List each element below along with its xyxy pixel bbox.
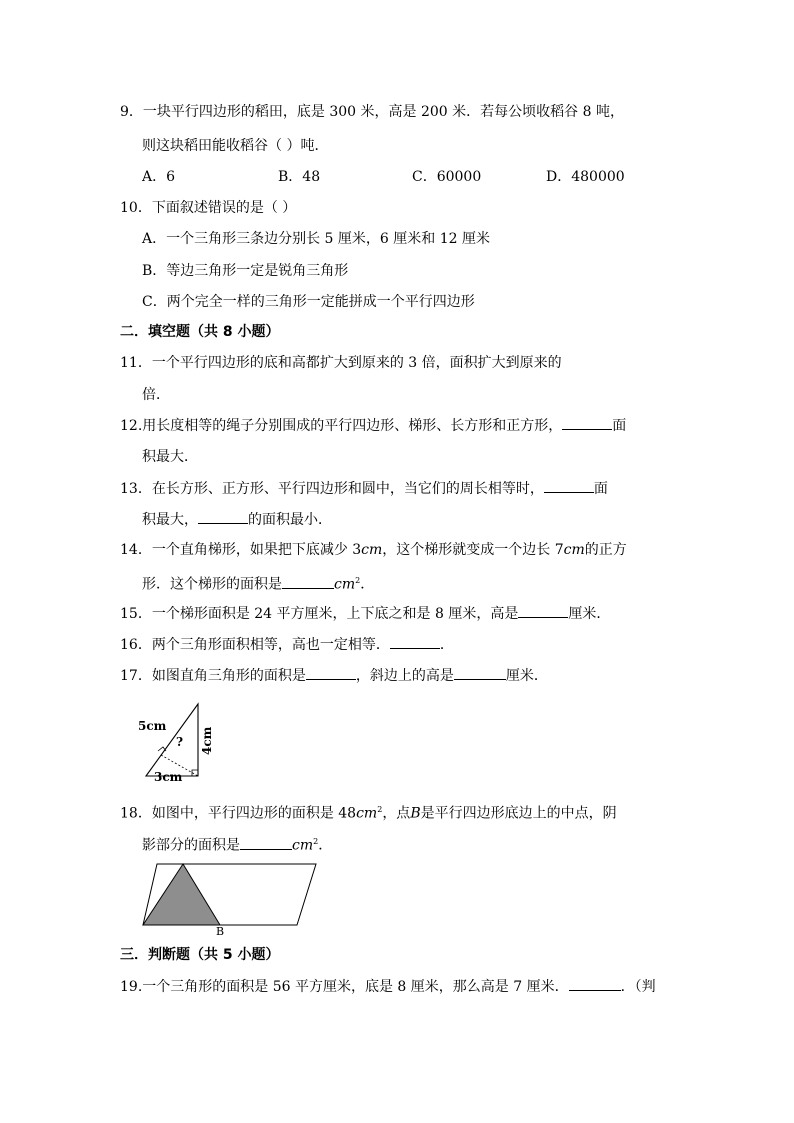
q14-unit-3: cm [334,576,356,593]
q16-blank[interactable] [390,634,440,649]
q17-label-base: 3cm [154,770,183,782]
q10-stem: 10．下面叙述错误的是（ ） [120,200,297,216]
q19-text-b: ．（判 [620,979,656,995]
q18-square-1: 2 [377,805,383,814]
q9-line2: 则这块稻田能收稻谷（ ）吨． [142,138,329,154]
q17-text-c: 厘米． [505,668,548,684]
q13-line1 [120,478,608,499]
q13-line2 [142,509,332,530]
q18-line2 [142,832,332,856]
q18-unit-2: cm [292,837,314,854]
q15-text-a: 15．一个梯形面积是 24 平方厘米，上下底之和是 8 厘米，高是 [120,606,519,622]
q9-option-a: A．6 [142,169,176,185]
section-judgement-heading: 三．判断题（共 5 小题） [120,947,280,963]
q9-line1: 9．一块平行四边形的稻田，底是 300 米，高是 200 米．若每公顷收稻谷 8 吨， [120,104,624,120]
q9-option-d: D．480000 [546,169,625,185]
q13-text-a: 13．在长方形、正方形、平行四边形和圆中，当它们的周长相等时， [120,481,544,497]
q17-text-a: 17．如图直角三角形的面积是 [120,668,306,684]
q14-line2 [142,571,374,595]
q17-text-b: ，斜边上的高是 [355,668,454,684]
q17-blank-1[interactable] [306,665,356,680]
q19-line [120,976,656,997]
q16-text-b: ． [439,637,454,653]
q18-blank[interactable] [240,835,292,850]
q19-blank[interactable] [569,976,621,991]
q18-text-d: 影部分的面积是 [142,837,240,854]
q18-text-e: ． [318,837,333,854]
q18-label-b: B [216,925,225,936]
q17-triangle [146,704,198,776]
q18-point-label: B [410,805,421,822]
q16-line [120,634,454,655]
q13-blank-1[interactable] [544,478,594,493]
q18-line1 [120,800,617,824]
q11-line2: 倍． [142,387,170,403]
q18-text-c: 是平行四边形底边上的中点，阴 [420,805,617,822]
q12-text-b: 面 [612,418,627,434]
q14-text-c: 的正方 [584,542,627,558]
q18-text-b: ，点 [382,805,411,822]
q13-text-d: 的面积最小． [248,512,332,528]
q19-text-a: 19.一个三角形的面积是 56 平方厘米，底是 8 厘米，那么高是 7 厘米． [120,979,569,995]
q17-label-q: ? [176,735,184,749]
q14-unit-2: cm [563,542,585,558]
q17-label-side: 4cm [200,726,214,755]
q13-text-b: 面 [593,481,608,497]
q12-text-a: 12.用长度相等的绳子分别围成的平行四边形、梯形、长方形和正方形， [120,418,563,434]
q16-text-a: 16．两个三角形面积相等，高也一定相等． [120,637,390,653]
q11-line1: 11．一个平行四边形的底和高都扩大到原来的 3 倍，面积扩大到原来的 [120,355,562,371]
section-fill-blank-heading: 二．填空题（共 8 小题） [120,324,280,340]
q15-text-b: 厘米． [568,606,611,622]
q14-unit-1: cm [361,542,383,558]
q14-blank[interactable] [282,574,334,589]
q10-option-a: A．一个三角形三条边分别长 5 厘米，6 厘米和 12 厘米 [142,231,490,247]
q9-option-c: C．60000 [412,169,482,185]
q10-option-c: C．两个完全一样的三角形一定能拼成一个平行四边形 [142,294,475,310]
q14-text-d: 形．这个梯形的面积是 [142,576,282,593]
q12-line2: 积最大． [142,449,198,465]
q12-blank[interactable] [562,415,612,430]
q14-line1 [120,540,627,560]
q18-square-2: 2 [313,837,319,846]
q17-line [120,665,548,686]
q17-right-triangle-figure [136,700,226,782]
q14-text-e: ． [360,576,375,593]
q9-option-b: B．48 [278,169,321,185]
q17-blank-2[interactable] [454,665,506,680]
q14-text-b: ，这个梯形就变成一个边长 7 [382,542,564,558]
q18-unit-1: cm [356,805,378,822]
q18-parallelogram-figure [138,856,324,936]
q18-text-a: 18．如图中，平行四边形的面积是 48 [120,805,357,822]
q17-label-hyp: 5cm [138,719,167,733]
q12-line1 [120,415,626,436]
q14-text-a: 14．一个直角梯形，如果把下底减少 3 [120,542,362,558]
q15-blank[interactable] [518,603,568,618]
q10-option-b: B．等边三角形一定是锐角三角形 [142,263,349,279]
q13-text-c: 积最大， [142,512,198,528]
q14-square: 2 [355,576,361,585]
q15-line [120,603,610,624]
q13-blank-2[interactable] [198,509,248,524]
